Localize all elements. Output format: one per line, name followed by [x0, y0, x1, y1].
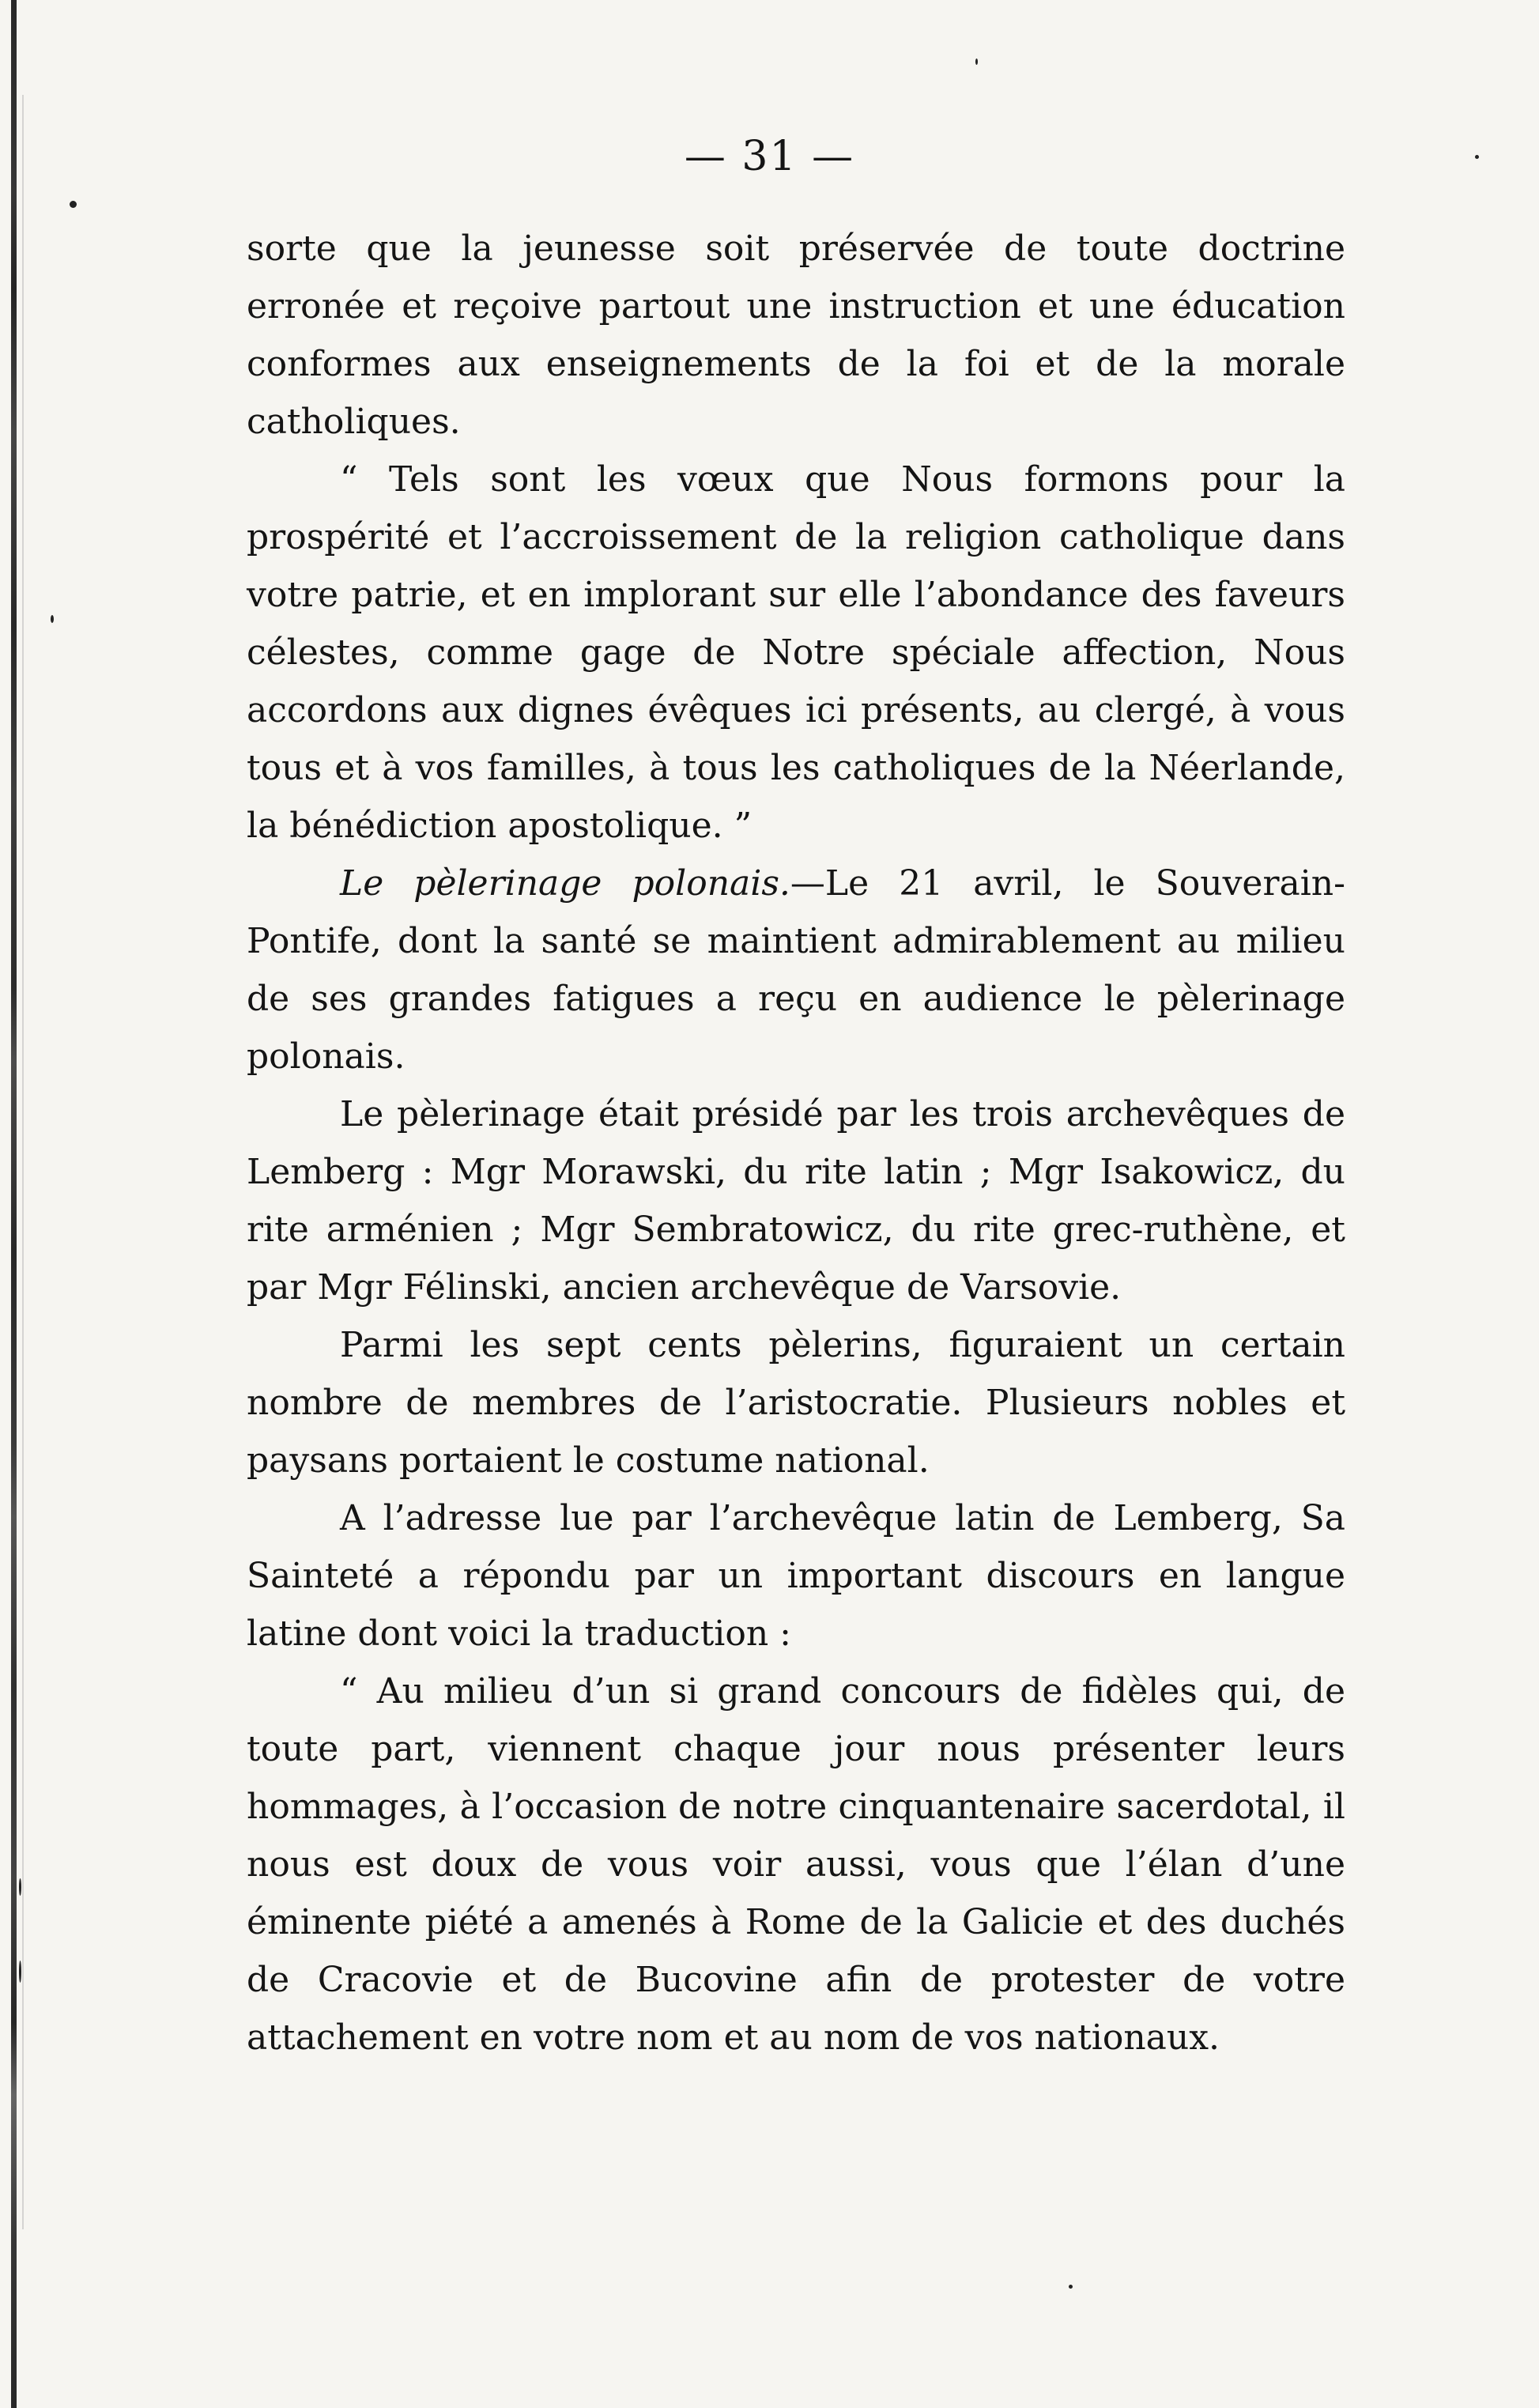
- paragraph-1: sorte que la jeunesse soit préservée de toute doctrine erronée et reçoive partout une instruction et une éducation conformes aux enseignements de la foi et de la morale catholiques.: [247, 228, 1345, 442]
- scan-speck: [19, 1961, 21, 1983]
- scan-speck: [51, 615, 54, 623]
- scan-binding-edge: [11, 0, 17, 2408]
- scan-speck: [19, 1878, 21, 1896]
- page-number: — 31 —: [684, 133, 855, 180]
- paragraph-6: A l’adresse lue par l’archevêque latin de Lemberg, Sa Sainteté a répondu par un important discours en langue latine dont voici la traduction :: [247, 1498, 1345, 1654]
- paragraph-4: Le pèlerinage était présidé par les trois archevêques de Lemberg : Mgr Morawski, du rite latin ; Mgr Isakowicz, du rite arménien ; Mgr Sembratowicz, du rite grec-ruthène, et par Mgr Félinski, ancien archevêque de Varsovie.: [247, 1094, 1345, 1308]
- page-body: [247, 220, 1345, 2066]
- paragraph-7: “ Au milieu d’un si grand concours de fidèles qui, de toute part, viennent chaque jour nous présenter leurs hommages, à l’occasion de notre cinquantenaire sacerdotal, il nous est doux de vous voir aussi, vous que l’élan d’une éminente piété a amenés à Rome de la Galicie et des duchés de Cracovie et de Bucovine afin de protester de votre attachement en votre nom et au nom de vos nationaux.: [247, 1671, 1345, 2058]
- paragraph-3: [247, 855, 1345, 1085]
- section-heading: Le pèlerinage polonais.: [340, 863, 790, 904]
- scan-edge-shadow: [22, 95, 24, 2229]
- paragraph-3-text: —Le 21 avril, le Souverain-Pontife, dont la santé se maintient admirablement au milieu de ses grandes fatigues a reçu en audience le pèlerinage polonais.: [247, 863, 1346, 1077]
- scan-speck: [70, 201, 77, 208]
- scan-speck: [1069, 2285, 1073, 2289]
- scan-speck: [975, 59, 978, 65]
- paragraph-5: Parmi les sept cents pèlerins, figuraient un certain nombre de membres de l’aristocratie. Plusieurs nobles et paysans portaient le costume national.: [247, 1325, 1345, 1481]
- paragraph-2: “ Tels sont les vœux que Nous formons pour la prospérité et l’accroissement de la religion catholique dans votre patrie, et en implorant sur elle l’abondance des faveurs célestes, comme gage de Notre spéciale affection, Nous accordons aux dignes évêques ici présents, au clergé, à vous tous et à vos familles, à tous les catholiques de la Néerlande, la bénédiction apostolique. ”: [247, 459, 1345, 846]
